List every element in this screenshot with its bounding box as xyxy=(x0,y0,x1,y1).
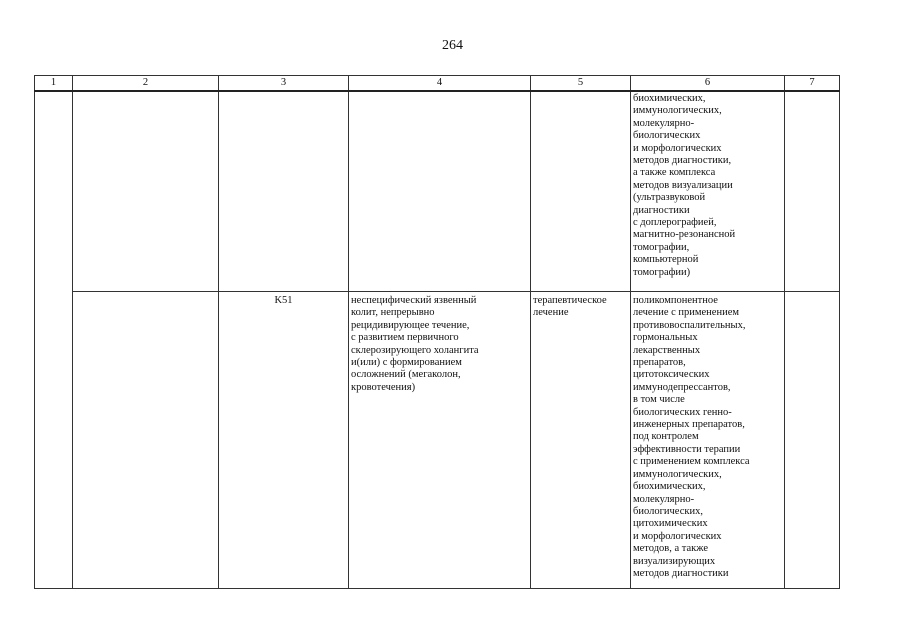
table-cell-col7 xyxy=(785,292,840,589)
table-row xyxy=(35,292,840,589)
page-number: 264 xyxy=(442,38,463,53)
treatment-type-cell: терапевтическое лечение xyxy=(531,292,631,589)
table-cell-col1 xyxy=(35,91,73,589)
column-number-header-row xyxy=(35,76,840,92)
column-header-6: 6 xyxy=(631,76,785,92)
column-header-5: 5 xyxy=(531,76,631,92)
table-cell-col7 xyxy=(785,91,840,292)
table-cell-col6: биохимических, иммунологических, молекулярно- биологических и морфологических методов диагностики, а также комплекса методов визуализации (ультразвуковой диагностики с доплерографией, магнитно-резонансной томографии, компьютерной томографии) xyxy=(631,91,785,292)
table-cell-col3 xyxy=(219,91,349,292)
table-cell-col4 xyxy=(349,91,531,292)
column-header-1: 1 xyxy=(35,76,73,92)
table-cell-col2 xyxy=(73,91,219,292)
table-row xyxy=(35,91,840,292)
column-header-4: 4 xyxy=(349,76,531,92)
column-header-3: 3 xyxy=(219,76,349,92)
medical-care-table xyxy=(34,75,840,589)
diagnosis-code-cell: K51 xyxy=(219,292,349,589)
column-header-7: 7 xyxy=(785,76,840,92)
column-header-2: 2 xyxy=(73,76,219,92)
table-cell-col2 xyxy=(73,292,219,589)
table-cell-col5 xyxy=(531,91,631,292)
treatment-method-cell: поликомпонентное лечение с применением противовоспалительных, гормональных лекарственных препаратов, цитотоксических иммунодепрессантов, в том числе биологических генно- инженерных препаратов, под контролем эффективности терапии с применением комплекса иммунологических, биохимических, молекулярно- биологических, цитохимических и морфологических методов, а также визуализирующих методов диагностики xyxy=(631,292,785,589)
disease-model-cell: неспецифический язвенный колит, непрерывно рецидивирующее течение, с развитием первичного склерозирующего холангита и(или) с формированием осложнений (мегаколон, кровотечения) xyxy=(349,292,531,589)
